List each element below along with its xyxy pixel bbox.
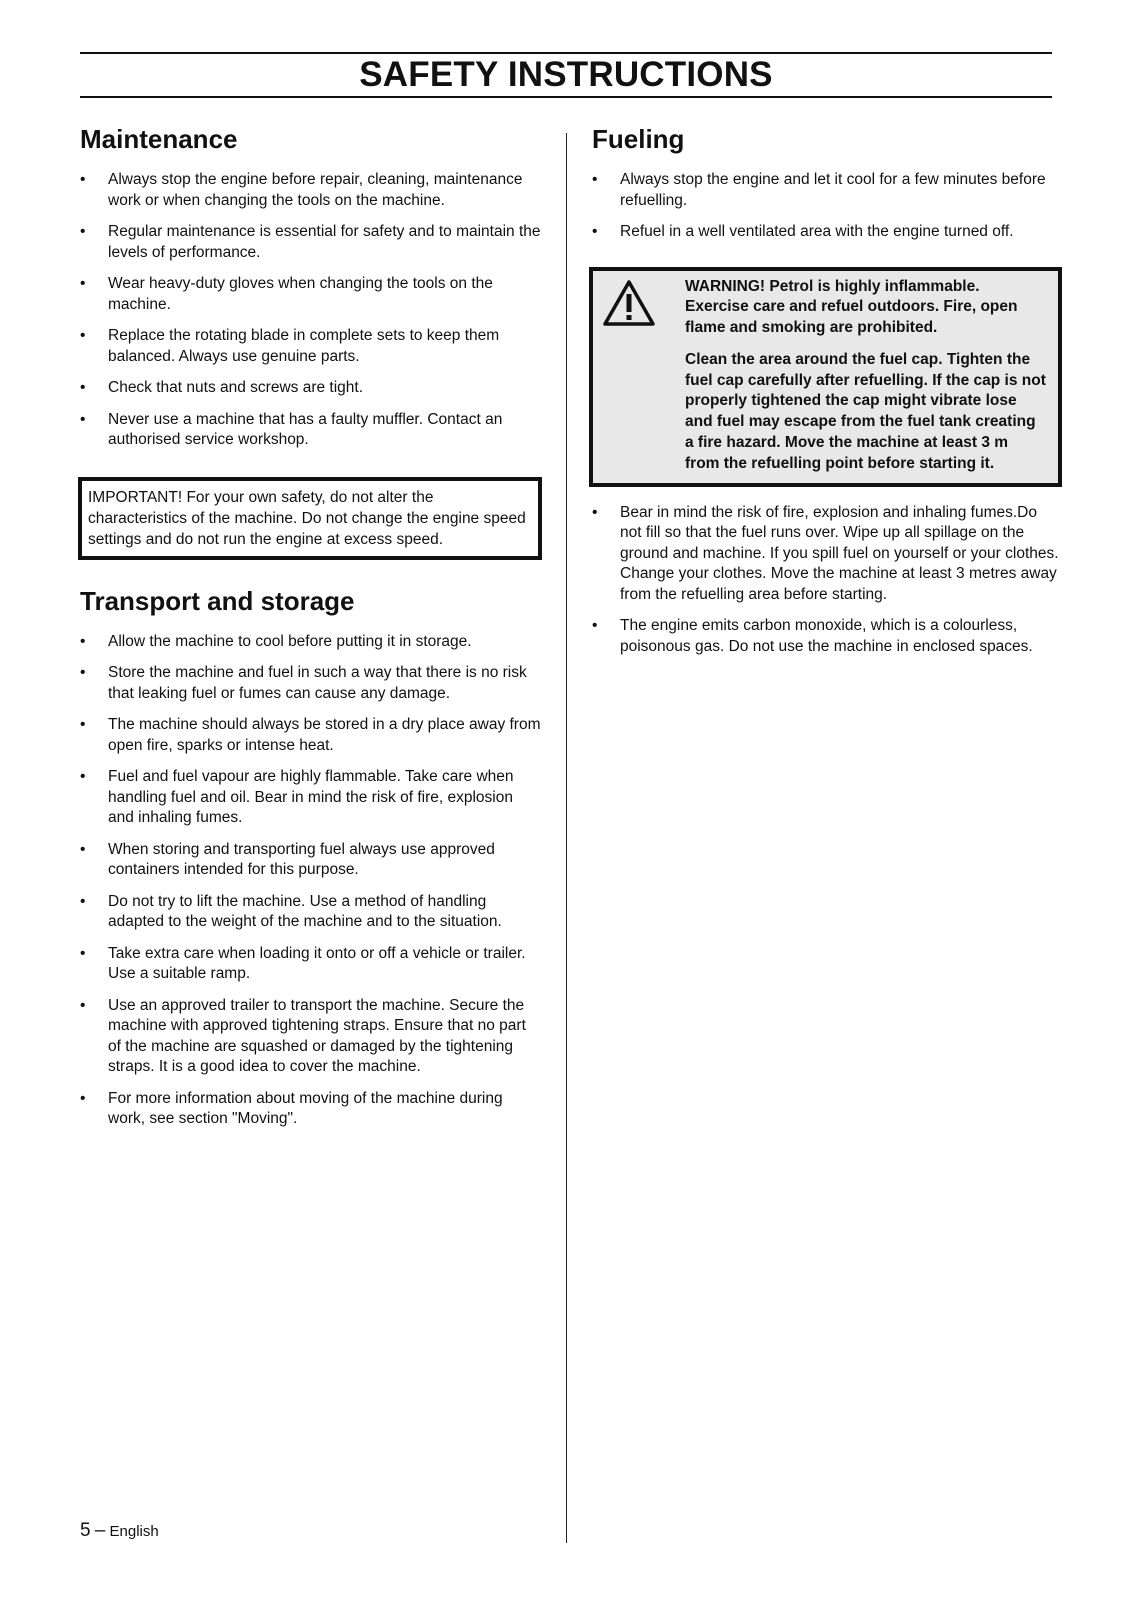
warning-box <box>589 267 1062 487</box>
list-item-text: Use an approved trailer to transport the machine. Secure the machine with approved tightening straps. Ensure that no part of the machine are squashed or damaged by the tightening straps. It is a good idea to cover the machine. <box>108 996 526 1075</box>
footer-language: English <box>109 1523 159 1540</box>
right-column <box>592 122 1062 668</box>
list-item-text: The machine should always be stored in a dry place away from open fire, sparks or intense heat. <box>108 716 541 754</box>
list-item-text: Replace the rotating blade in complete sets to keep them balanced. Always use genuine parts. <box>108 327 500 365</box>
list-item-text: The engine emits carbon monoxide, which is a colourless, poisonous gas. Do not use the machine in enclosed spaces. <box>620 617 1033 655</box>
list-item-text: Fuel and fuel vapour are highly flammable. Take care when handling fuel and oil. Bear in mind the risk of fire, explosion and inhaling fumes. <box>108 768 514 826</box>
list-item-text: Allow the machine to cool before putting it in storage. <box>108 632 472 650</box>
list-item <box>80 632 542 653</box>
list-item <box>80 410 542 451</box>
title-bar <box>80 52 1052 98</box>
page-footer <box>80 1520 159 1542</box>
page-title: SAFETY INSTRUCTIONS <box>359 55 773 94</box>
bullet: • <box>592 223 598 240</box>
list-item <box>80 1089 542 1130</box>
list-item-text: When storing and transporting fuel always use approved containers intended for this purpose. <box>108 840 495 878</box>
list-item <box>80 767 542 829</box>
list-item <box>80 326 542 367</box>
list-item-text: Always stop the engine before repair, cleaning, maintenance work or when changing the tools on the machine. <box>108 171 523 209</box>
warning-paragraph-2: Clean the area around the fuel cap. Tighten the fuel cap carefully after refuelling. If the cap is not properly tightened the cap might vibrate lose and fuel may escape from the fuel tank creating a fire hazard. Move the machine at least 3 m from the refuelling point before starting it. <box>685 350 1046 472</box>
fueling-list-after <box>592 503 1062 658</box>
list-item <box>80 892 542 933</box>
warning-text <box>685 277 1046 475</box>
bullet: • <box>80 275 86 292</box>
page-number: 5 <box>80 1520 91 1541</box>
bullet: • <box>80 223 86 240</box>
list-item <box>592 222 1062 243</box>
list-item-text: Refuel in a well ventilated area with the engine turned off. <box>620 223 1014 240</box>
bullet: • <box>592 503 598 521</box>
bullet: • <box>80 892 86 910</box>
column-divider <box>566 133 567 1543</box>
footer-dash: – <box>94 1520 106 1541</box>
maintenance-heading: Maintenance <box>80 124 238 154</box>
fueling-list-before <box>592 170 1062 243</box>
bullet: • <box>80 171 86 188</box>
maintenance-list <box>80 170 542 451</box>
list-item-text: Take extra care when loading it onto or off a vehicle or trailer. Use a suitable ramp. <box>108 944 526 982</box>
bullet: • <box>80 664 86 681</box>
list-item <box>80 840 542 881</box>
list-item-text: Wear heavy-duty gloves when changing the tools on the machine. <box>108 275 493 313</box>
list-item <box>592 503 1062 606</box>
list-item <box>592 170 1062 211</box>
list-item <box>80 715 542 756</box>
warning-triangle-icon <box>603 279 655 327</box>
list-item <box>80 996 542 1078</box>
list-item-text: For more information about moving of the machine during work, see section "Moving". <box>108 1089 503 1127</box>
bullet: • <box>80 840 86 858</box>
fueling-heading: Fueling <box>592 124 685 154</box>
bullet: • <box>80 716 86 733</box>
bullet: • <box>80 1089 86 1107</box>
list-item <box>80 378 542 399</box>
list-item-text: Check that nuts and screws are tight. <box>108 379 364 396</box>
list-item <box>80 222 542 263</box>
bullet: • <box>592 617 598 635</box>
bullet: • <box>80 632 86 650</box>
list-item <box>80 663 542 704</box>
bullet: • <box>80 768 86 785</box>
list-item-text: Store the machine and fuel in such a way that there is no risk that leaking fuel or fumes can cause any damage. <box>108 664 527 702</box>
bullet: • <box>592 171 598 188</box>
list-item-text: Regular maintenance is essential for safety and to maintain the levels of performance. <box>108 223 541 261</box>
warning-paragraph-1: WARNING! Petrol is highly inflammable. Exercise care and refuel outdoors. Fire, open flame and smoking are prohibited. <box>685 277 1018 337</box>
list-item <box>80 944 542 985</box>
list-item-text: Do not try to lift the machine. Use a method of handling adapted to the weight of the machine and to the situation. <box>108 892 502 930</box>
left-column <box>80 122 542 1141</box>
transport-list <box>80 632 542 1130</box>
bullet: • <box>80 996 86 1014</box>
bullet: • <box>80 327 86 344</box>
list-item-text: Never use a machine that has a faulty muffler. Contact an authorised service workshop. <box>108 410 503 448</box>
list-item-text: Bear in mind the risk of fire, explosion and inhaling fumes.Do not fill so that the fuel runs over. Wipe up all spillage on the ground and machine. If you spill fuel on yourself or your clothes. Change your clothes. Move the machine at least 3 metres away from the refuelling area before starting. <box>620 503 1059 603</box>
bullet: • <box>80 944 86 962</box>
list-item <box>80 274 542 315</box>
list-item <box>592 616 1062 657</box>
list-item <box>80 170 542 211</box>
list-item-text: Always stop the engine and let it cool for a few minutes before refuelling. <box>620 171 1046 209</box>
important-notice: IMPORTANT! For your own safety, do not alter the characteristics of the machine. Do not change the engine speed settings and do not run the engine at excess speed. <box>78 477 542 560</box>
transport-heading: Transport and storage <box>80 585 355 616</box>
bullet: • <box>80 379 86 396</box>
bullet: • <box>80 410 86 428</box>
